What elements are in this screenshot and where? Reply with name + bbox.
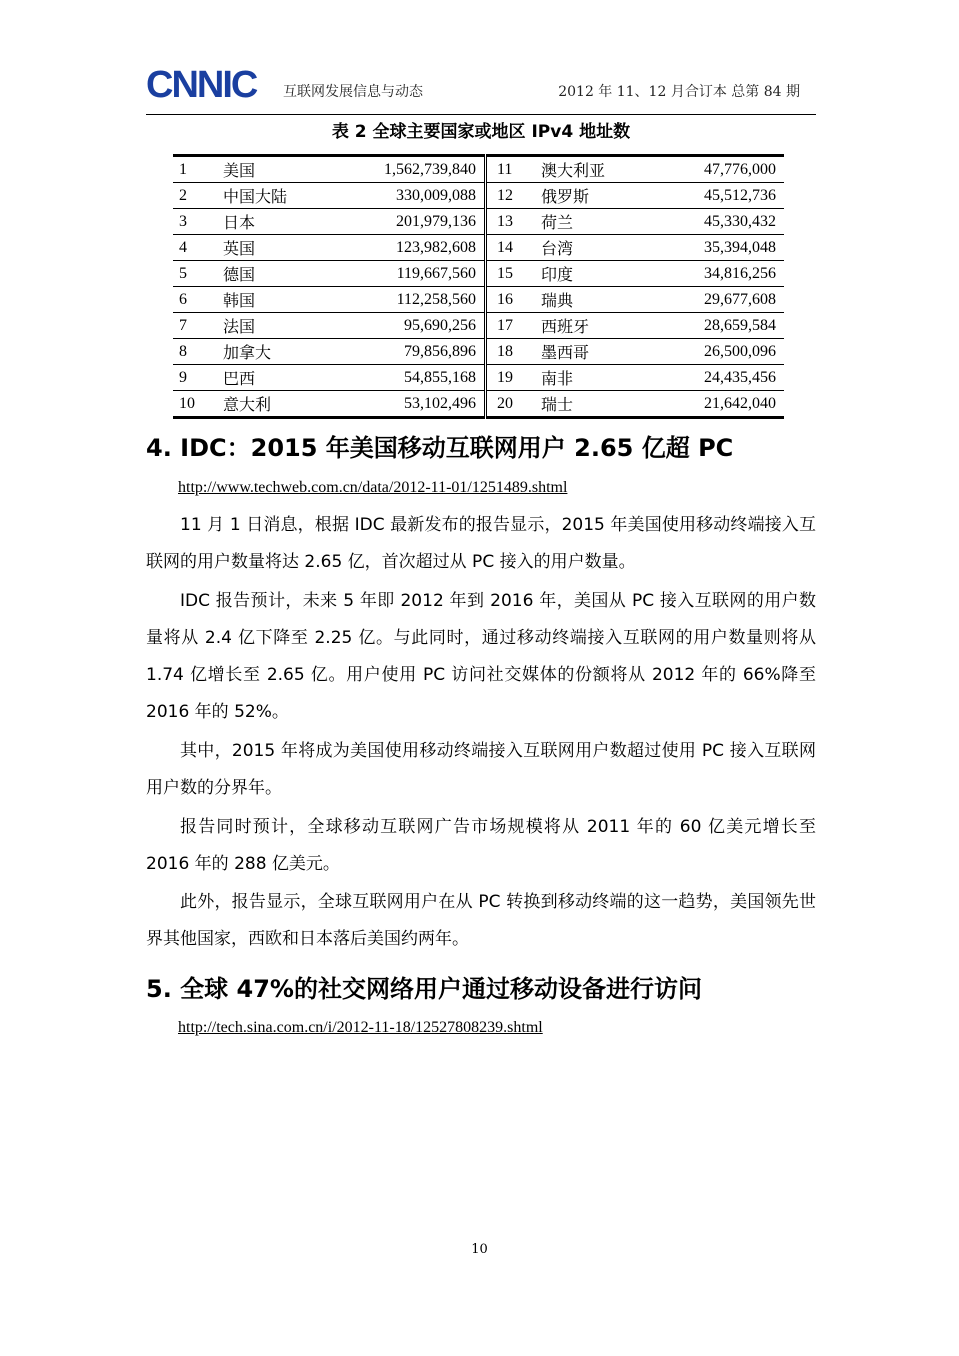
ipv4-count-right: 28,659,584 (641, 313, 784, 339)
country-left: 巴西 (223, 365, 318, 391)
ipv4-count-left: 53,102,496 (404, 394, 476, 412)
country-left: 加拿大 (223, 339, 318, 365)
table-row (173, 156, 784, 183)
table-row (173, 391, 784, 418)
ipv4-count-right: 34,816,256 (641, 261, 784, 287)
rank-right: 19 (486, 365, 542, 391)
rank-right: 13 (486, 209, 542, 235)
country-left: 韩国 (223, 287, 318, 313)
country-right: 俄罗斯 (541, 183, 641, 209)
country-right: 澳大利亚 (541, 156, 641, 183)
rank-right: 20 (486, 391, 542, 418)
page-number: 10 (471, 1242, 488, 1257)
rank-left: 10 (179, 394, 195, 412)
ipv4-count-left: 119,667,560 (318, 261, 486, 287)
rank-right: 18 (486, 339, 542, 365)
ipv4-count-left: 112,258,560 (318, 287, 486, 313)
ipv4-count-left: 95,690,256 (318, 313, 486, 339)
country-right: 南非 (541, 365, 641, 391)
table-row (173, 339, 784, 365)
country-left: 法国 (223, 313, 318, 339)
ipv4-count-left: 123,982,608 (318, 235, 486, 261)
ipv4-count-right: 21,642,040 (704, 394, 776, 412)
ipv4-count-right: 29,677,608 (641, 287, 784, 313)
ipv4-count-right: 47,776,000 (641, 156, 784, 183)
country-right: 印度 (541, 261, 641, 287)
ipv4-count-right: 26,500,096 (641, 339, 784, 365)
svg-text:CNNIC: CNNIC (146, 66, 257, 102)
country-right: 瑞典 (541, 287, 641, 313)
issue-info: 2012 年 11、12 月合订本 总第 84 期 (558, 84, 800, 100)
rank-left: 9 (173, 365, 223, 391)
rank-left: 2 (173, 183, 223, 209)
ipv4-count-left: 79,856,896 (318, 339, 486, 365)
country-right: 墨西哥 (541, 339, 641, 365)
rank-right: 11 (486, 156, 542, 183)
country-left: 英国 (223, 235, 318, 261)
rank-left: 4 (173, 235, 223, 261)
country-right: 荷兰 (541, 209, 641, 235)
country-left: 德国 (223, 261, 318, 287)
table-caption: 表 2 全球主要国家或地区 IPv4 地址数 (331, 122, 631, 142)
publication-name: 互联网发展信息与动态 (283, 84, 423, 100)
rank-left: 3 (173, 209, 223, 235)
section-5-title: 5. 全球 47%的社交网络用户通过移动设备进行访问 (146, 975, 702, 1003)
country-left: 中国大陆 (223, 183, 318, 209)
country-right: 瑞士 (541, 397, 574, 414)
section-4-paragraph-4: 报告同时预计，全球移动互联网广告市场规模将从 2011 年的 60 亿美元增长至 2016 年的 288 亿美元。 (146, 817, 816, 874)
rank-right: 15 (486, 261, 542, 287)
ipv4-count-right: 45,512,736 (641, 183, 784, 209)
rank-left: 8 (173, 339, 223, 365)
ipv4-count-left: 201,979,136 (318, 209, 486, 235)
rank-left: 6 (173, 287, 223, 313)
ipv4-count-right: 24,435,456 (641, 365, 784, 391)
rank-right: 14 (486, 235, 542, 261)
section-4-paragraph-1: 11 月 1 日消息，根据 IDC 最新发布的报告显示，2015 年美国使用移动终端接入互联网的用户数量将达 2.65 亿，首次超过从 PC 接入的用户数量。 (146, 515, 816, 572)
table-row (173, 235, 784, 261)
rank-right: 17 (486, 313, 542, 339)
table-row (173, 365, 784, 391)
section-4-paragraph-2: IDC 报告预计，未来 5 年即 2012 年到 2016 年，美国从 PC 接入互联网的用户数量将从 2.4 亿下降至 2.25 亿。与此同时，通过移动终端接入互联网的用户数量则将从 1.74 亿增长至 2.65 亿。用户使用 PC 访问社交媒体的份额将从 2012 年的 66%降至 2016 年的 52%。 (146, 591, 816, 722)
country-right: 台湾 (541, 235, 641, 261)
section-4-paragraph-3: 其中，2015 年将成为美国使用移动终端接入互联网用户数超过使用 PC 接入互联网用户数的分界年。 (146, 741, 816, 798)
rank-right: 12 (486, 183, 542, 209)
cnnic-logo (146, 66, 274, 102)
country-left: 日本 (223, 209, 318, 235)
table-row (173, 287, 784, 313)
ipv4-count-left: 330,009,088 (318, 183, 486, 209)
section-4-paragraph-5: 此外，报告显示，全球互联网用户在从 PC 转换到移动终端的这一趋势，美国领先世界其他国家，西欧和日本落后美国约两年。 (146, 892, 816, 949)
ipv4-count-right: 45,330,432 (641, 209, 784, 235)
table-row (173, 261, 784, 287)
country-left: 意大利 (223, 397, 272, 414)
table-row (173, 183, 784, 209)
rank-left: 1 (173, 156, 223, 183)
table-row (173, 209, 784, 235)
table-row (173, 313, 784, 339)
rank-left: 5 (173, 261, 223, 287)
section-5-link[interactable]: http://tech.sina.com.cn/i/2012-11-18/12527808239.shtml (178, 1019, 543, 1036)
ipv4-address-table (173, 154, 784, 419)
section-4-link[interactable]: http://www.techweb.com.cn/data/2012-11-01/1251489.shtml (178, 479, 568, 496)
country-right: 西班牙 (541, 313, 641, 339)
ipv4-count-right: 35,394,048 (641, 235, 784, 261)
section-4-title: 4. IDC：2015 年美国移动互联网用户 2.65 亿超 PC (146, 434, 734, 462)
page-header (146, 62, 816, 115)
rank-left: 7 (173, 313, 223, 339)
rank-right: 16 (486, 287, 542, 313)
country-left: 美国 (223, 156, 318, 183)
ipv4-count-left: 1,562,739,840 (318, 156, 486, 183)
ipv4-count-left: 54,855,168 (318, 365, 486, 391)
